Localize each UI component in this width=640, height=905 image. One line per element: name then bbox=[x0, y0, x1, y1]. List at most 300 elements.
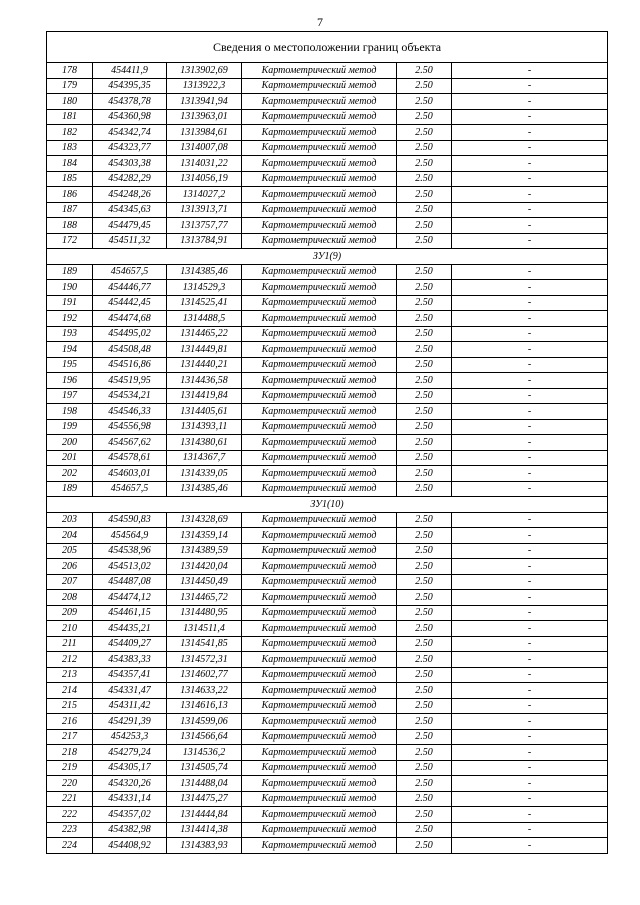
table-row bbox=[47, 512, 608, 528]
point-number-cell: 190 bbox=[47, 280, 93, 296]
table-row bbox=[47, 63, 608, 79]
x-coordinate-cell: 454342,74 bbox=[93, 125, 167, 141]
x-coordinate-cell: 454564,9 bbox=[93, 528, 167, 544]
description-cell: - bbox=[452, 187, 608, 203]
y-coordinate-cell: 1314465,22 bbox=[167, 326, 242, 342]
table-row bbox=[47, 311, 608, 327]
method-cell: Картометрический метод bbox=[242, 791, 397, 807]
y-coordinate-cell: 1314536,2 bbox=[167, 745, 242, 761]
y-coordinate-cell: 1314383,93 bbox=[167, 838, 242, 854]
description-cell: - bbox=[452, 466, 608, 482]
description-cell: - bbox=[452, 94, 608, 110]
accuracy-cell: 2.50 bbox=[397, 667, 452, 683]
method-cell: Картометрический метод bbox=[242, 512, 397, 528]
x-coordinate-cell: 454291,39 bbox=[93, 714, 167, 730]
description-cell: - bbox=[452, 776, 608, 792]
y-coordinate-cell: 1314480,95 bbox=[167, 605, 242, 621]
table-row bbox=[47, 683, 608, 699]
point-number-cell: 217 bbox=[47, 729, 93, 745]
method-cell: Картометрический метод bbox=[242, 125, 397, 141]
accuracy-cell: 2.50 bbox=[397, 78, 452, 94]
section-header-row bbox=[47, 497, 608, 513]
point-number-cell: 214 bbox=[47, 683, 93, 699]
boundary-table bbox=[46, 31, 608, 854]
x-coordinate-cell: 454360,98 bbox=[93, 109, 167, 125]
accuracy-cell: 2.50 bbox=[397, 791, 452, 807]
table-row bbox=[47, 342, 608, 358]
accuracy-cell: 2.50 bbox=[397, 373, 452, 389]
y-coordinate-cell: 1314525,41 bbox=[167, 295, 242, 311]
x-coordinate-cell: 454411,9 bbox=[93, 63, 167, 79]
accuracy-cell: 2.50 bbox=[397, 729, 452, 745]
y-coordinate-cell: 1314529,3 bbox=[167, 280, 242, 296]
point-number-cell: 207 bbox=[47, 574, 93, 590]
table-row bbox=[47, 450, 608, 466]
y-coordinate-cell: 1314367,7 bbox=[167, 450, 242, 466]
point-number-cell: 206 bbox=[47, 559, 93, 575]
description-cell: - bbox=[452, 512, 608, 528]
accuracy-cell: 2.50 bbox=[397, 388, 452, 404]
method-cell: Картометрический метод bbox=[242, 838, 397, 854]
accuracy-cell: 2.50 bbox=[397, 636, 452, 652]
x-coordinate-cell: 454331,47 bbox=[93, 683, 167, 699]
point-number-cell: 209 bbox=[47, 605, 93, 621]
point-number-cell: 179 bbox=[47, 78, 93, 94]
x-coordinate-cell: 454546,33 bbox=[93, 404, 167, 420]
title-row bbox=[47, 32, 608, 63]
method-cell: Картометрический метод bbox=[242, 590, 397, 606]
table-row bbox=[47, 543, 608, 559]
x-coordinate-cell: 454323,77 bbox=[93, 140, 167, 156]
point-number-cell: 199 bbox=[47, 419, 93, 435]
x-coordinate-cell: 454357,41 bbox=[93, 667, 167, 683]
accuracy-cell: 2.50 bbox=[397, 559, 452, 575]
table-row bbox=[47, 807, 608, 823]
x-coordinate-cell: 454590,83 bbox=[93, 512, 167, 528]
point-number-cell: 192 bbox=[47, 311, 93, 327]
method-cell: Картометрический метод bbox=[242, 528, 397, 544]
accuracy-cell: 2.50 bbox=[397, 621, 452, 637]
accuracy-cell: 2.50 bbox=[397, 574, 452, 590]
accuracy-cell: 2.50 bbox=[397, 357, 452, 373]
accuracy-cell: 2.50 bbox=[397, 822, 452, 838]
table-row bbox=[47, 419, 608, 435]
description-cell: - bbox=[452, 404, 608, 420]
table-row bbox=[47, 481, 608, 497]
x-coordinate-cell: 454345,63 bbox=[93, 202, 167, 218]
description-cell: - bbox=[452, 621, 608, 637]
x-coordinate-cell: 454474,12 bbox=[93, 590, 167, 606]
point-number-cell: 194 bbox=[47, 342, 93, 358]
description-cell: - bbox=[452, 280, 608, 296]
method-cell: Картометрический метод bbox=[242, 683, 397, 699]
accuracy-cell: 2.50 bbox=[397, 202, 452, 218]
accuracy-cell: 2.50 bbox=[397, 295, 452, 311]
y-coordinate-cell: 1313941,94 bbox=[167, 94, 242, 110]
y-coordinate-cell: 1313984,61 bbox=[167, 125, 242, 141]
accuracy-cell: 2.50 bbox=[397, 450, 452, 466]
method-cell: Картометрический метод bbox=[242, 714, 397, 730]
accuracy-cell: 2.50 bbox=[397, 140, 452, 156]
description-cell: - bbox=[452, 388, 608, 404]
table-row bbox=[47, 838, 608, 854]
x-coordinate-cell: 454382,98 bbox=[93, 822, 167, 838]
x-coordinate-cell: 454474,68 bbox=[93, 311, 167, 327]
accuracy-cell: 2.50 bbox=[397, 404, 452, 420]
y-coordinate-cell: 1314633,22 bbox=[167, 683, 242, 699]
description-cell: - bbox=[452, 63, 608, 79]
method-cell: Картометрический метод bbox=[242, 109, 397, 125]
y-coordinate-cell: 1314616,13 bbox=[167, 698, 242, 714]
method-cell: Картометрический метод bbox=[242, 63, 397, 79]
method-cell: Картометрический метод bbox=[242, 326, 397, 342]
point-number-cell: 224 bbox=[47, 838, 93, 854]
table-row bbox=[47, 78, 608, 94]
description-cell: - bbox=[452, 233, 608, 249]
accuracy-cell: 2.50 bbox=[397, 94, 452, 110]
x-coordinate-cell: 454435,21 bbox=[93, 621, 167, 637]
description-cell: - bbox=[452, 760, 608, 776]
accuracy-cell: 2.50 bbox=[397, 125, 452, 141]
point-number-cell: 216 bbox=[47, 714, 93, 730]
accuracy-cell: 2.50 bbox=[397, 838, 452, 854]
x-coordinate-cell: 454567,62 bbox=[93, 435, 167, 451]
x-coordinate-cell: 454519,95 bbox=[93, 373, 167, 389]
description-cell: - bbox=[452, 481, 608, 497]
x-coordinate-cell: 454495,02 bbox=[93, 326, 167, 342]
description-cell: - bbox=[452, 528, 608, 544]
table-row bbox=[47, 590, 608, 606]
page-number: 7 bbox=[317, 15, 323, 29]
point-number-cell: 200 bbox=[47, 435, 93, 451]
point-number-cell: 181 bbox=[47, 109, 93, 125]
accuracy-cell: 2.50 bbox=[397, 698, 452, 714]
accuracy-cell: 2.50 bbox=[397, 171, 452, 187]
x-coordinate-cell: 454487,08 bbox=[93, 574, 167, 590]
table-row bbox=[47, 574, 608, 590]
accuracy-cell: 2.50 bbox=[397, 156, 452, 172]
point-number-cell: 218 bbox=[47, 745, 93, 761]
accuracy-cell: 2.50 bbox=[397, 512, 452, 528]
x-coordinate-cell: 454657,5 bbox=[93, 481, 167, 497]
point-number-cell: 202 bbox=[47, 466, 93, 482]
method-cell: Картометрический метод bbox=[242, 481, 397, 497]
accuracy-cell: 2.50 bbox=[397, 683, 452, 699]
y-coordinate-cell: 1314056,19 bbox=[167, 171, 242, 187]
y-coordinate-cell: 1314027,2 bbox=[167, 187, 242, 203]
description-cell: - bbox=[452, 109, 608, 125]
accuracy-cell: 2.50 bbox=[397, 466, 452, 482]
description-cell: - bbox=[452, 140, 608, 156]
accuracy-cell: 2.50 bbox=[397, 419, 452, 435]
description-cell: - bbox=[452, 667, 608, 683]
description-cell: - bbox=[452, 450, 608, 466]
y-coordinate-cell: 1314449,81 bbox=[167, 342, 242, 358]
y-coordinate-cell: 1314572,31 bbox=[167, 652, 242, 668]
method-cell: Картометрический метод bbox=[242, 807, 397, 823]
point-number-cell: 205 bbox=[47, 543, 93, 559]
table-row bbox=[47, 528, 608, 544]
point-number-cell: 195 bbox=[47, 357, 93, 373]
description-cell: - bbox=[452, 807, 608, 823]
description-cell: - bbox=[452, 357, 608, 373]
table-row bbox=[47, 760, 608, 776]
description-cell: - bbox=[452, 125, 608, 141]
point-number-cell: 186 bbox=[47, 187, 93, 203]
method-cell: Картометрический метод bbox=[242, 357, 397, 373]
accuracy-cell: 2.50 bbox=[397, 435, 452, 451]
method-cell: Картометрический метод bbox=[242, 373, 397, 389]
accuracy-cell: 2.50 bbox=[397, 590, 452, 606]
y-coordinate-cell: 1314602,77 bbox=[167, 667, 242, 683]
x-coordinate-cell: 454395,35 bbox=[93, 78, 167, 94]
method-cell: Картометрический метод bbox=[242, 745, 397, 761]
y-coordinate-cell: 1314488,04 bbox=[167, 776, 242, 792]
y-coordinate-cell: 1314405,61 bbox=[167, 404, 242, 420]
table-row bbox=[47, 729, 608, 745]
description-cell: - bbox=[452, 729, 608, 745]
method-cell: Картометрический метод bbox=[242, 156, 397, 172]
accuracy-cell: 2.50 bbox=[397, 311, 452, 327]
method-cell: Картометрический метод bbox=[242, 621, 397, 637]
method-cell: Картометрический метод bbox=[242, 698, 397, 714]
description-cell: - bbox=[452, 636, 608, 652]
y-coordinate-cell: 1313922,3 bbox=[167, 78, 242, 94]
y-coordinate-cell: 1314450,49 bbox=[167, 574, 242, 590]
accuracy-cell: 2.50 bbox=[397, 760, 452, 776]
method-cell: Картометрический метод bbox=[242, 450, 397, 466]
y-coordinate-cell: 1314541,85 bbox=[167, 636, 242, 652]
y-coordinate-cell: 1314440,21 bbox=[167, 357, 242, 373]
table-row bbox=[47, 776, 608, 792]
x-coordinate-cell: 454461,15 bbox=[93, 605, 167, 621]
y-coordinate-cell: 1313902,69 bbox=[167, 63, 242, 79]
method-cell: Картометрический метод bbox=[242, 404, 397, 420]
description-cell: - bbox=[452, 326, 608, 342]
x-coordinate-cell: 454303,38 bbox=[93, 156, 167, 172]
y-coordinate-cell: 1314007,08 bbox=[167, 140, 242, 156]
x-coordinate-cell: 454320,26 bbox=[93, 776, 167, 792]
y-coordinate-cell: 1314393,11 bbox=[167, 419, 242, 435]
accuracy-cell: 2.50 bbox=[397, 652, 452, 668]
x-coordinate-cell: 454305,17 bbox=[93, 760, 167, 776]
accuracy-cell: 2.50 bbox=[397, 605, 452, 621]
y-coordinate-cell: 1314359,14 bbox=[167, 528, 242, 544]
method-cell: Картометрический метод bbox=[242, 233, 397, 249]
table-row bbox=[47, 264, 608, 280]
table-row bbox=[47, 791, 608, 807]
table-row bbox=[47, 745, 608, 761]
description-cell: - bbox=[452, 791, 608, 807]
method-cell: Картометрический метод bbox=[242, 466, 397, 482]
table-row bbox=[47, 156, 608, 172]
table-row bbox=[47, 140, 608, 156]
point-number-cell: 197 bbox=[47, 388, 93, 404]
method-cell: Картометрический метод bbox=[242, 776, 397, 792]
y-coordinate-cell: 1314444,84 bbox=[167, 807, 242, 823]
point-number-cell: 212 bbox=[47, 652, 93, 668]
point-number-cell: 201 bbox=[47, 450, 93, 466]
description-cell: - bbox=[452, 652, 608, 668]
table-row bbox=[47, 714, 608, 730]
point-number-cell: 203 bbox=[47, 512, 93, 528]
accuracy-cell: 2.50 bbox=[397, 528, 452, 544]
table-row bbox=[47, 559, 608, 575]
method-cell: Картометрический метод bbox=[242, 342, 397, 358]
point-number-cell: 208 bbox=[47, 590, 93, 606]
description-cell: - bbox=[452, 714, 608, 730]
accuracy-cell: 2.50 bbox=[397, 233, 452, 249]
accuracy-cell: 2.50 bbox=[397, 776, 452, 792]
accuracy-cell: 2.50 bbox=[397, 109, 452, 125]
x-coordinate-cell: 454331,14 bbox=[93, 791, 167, 807]
table-row bbox=[47, 125, 608, 141]
point-number-cell: 196 bbox=[47, 373, 93, 389]
y-coordinate-cell: 1314385,46 bbox=[167, 481, 242, 497]
description-cell: - bbox=[452, 543, 608, 559]
table-row bbox=[47, 698, 608, 714]
x-coordinate-cell: 454282,29 bbox=[93, 171, 167, 187]
y-coordinate-cell: 1314328,69 bbox=[167, 512, 242, 528]
x-coordinate-cell: 454248,26 bbox=[93, 187, 167, 203]
description-cell: - bbox=[452, 171, 608, 187]
table-row bbox=[47, 202, 608, 218]
x-coordinate-cell: 454534,21 bbox=[93, 388, 167, 404]
method-cell: Картометрический метод bbox=[242, 729, 397, 745]
x-coordinate-cell: 454556,98 bbox=[93, 419, 167, 435]
point-number-cell: 221 bbox=[47, 791, 93, 807]
x-coordinate-cell: 454279,24 bbox=[93, 745, 167, 761]
table-row bbox=[47, 404, 608, 420]
table-row bbox=[47, 109, 608, 125]
point-number-cell: 222 bbox=[47, 807, 93, 823]
x-coordinate-cell: 454378,78 bbox=[93, 94, 167, 110]
x-coordinate-cell: 454511,32 bbox=[93, 233, 167, 249]
x-coordinate-cell: 454508,48 bbox=[93, 342, 167, 358]
table-row bbox=[47, 605, 608, 621]
description-cell: - bbox=[452, 559, 608, 575]
point-number-cell: 211 bbox=[47, 636, 93, 652]
point-number-cell: 184 bbox=[47, 156, 93, 172]
point-number-cell: 182 bbox=[47, 125, 93, 141]
description-cell: - bbox=[452, 342, 608, 358]
accuracy-cell: 2.50 bbox=[397, 264, 452, 280]
point-number-cell: 189 bbox=[47, 264, 93, 280]
description-cell: - bbox=[452, 698, 608, 714]
x-coordinate-cell: 454578,61 bbox=[93, 450, 167, 466]
table-row bbox=[47, 218, 608, 234]
table-row bbox=[47, 388, 608, 404]
x-coordinate-cell: 454657,5 bbox=[93, 264, 167, 280]
point-number-cell: 183 bbox=[47, 140, 93, 156]
method-cell: Картометрический метод bbox=[242, 388, 397, 404]
x-coordinate-cell: 454479,45 bbox=[93, 218, 167, 234]
y-coordinate-cell: 1314414,38 bbox=[167, 822, 242, 838]
description-cell: - bbox=[452, 838, 608, 854]
point-number-cell: 210 bbox=[47, 621, 93, 637]
method-cell: Картометрический метод bbox=[242, 636, 397, 652]
y-coordinate-cell: 1314419,84 bbox=[167, 388, 242, 404]
table-row bbox=[47, 171, 608, 187]
accuracy-cell: 2.50 bbox=[397, 63, 452, 79]
method-cell: Картометрический метод bbox=[242, 171, 397, 187]
y-coordinate-cell: 1313784,91 bbox=[167, 233, 242, 249]
description-cell: - bbox=[452, 264, 608, 280]
point-number-cell: 204 bbox=[47, 528, 93, 544]
point-number-cell: 178 bbox=[47, 63, 93, 79]
method-cell: Картометрический метод bbox=[242, 605, 397, 621]
x-coordinate-cell: 454516,86 bbox=[93, 357, 167, 373]
accuracy-cell: 2.50 bbox=[397, 543, 452, 559]
method-cell: Картометрический метод bbox=[242, 295, 397, 311]
x-coordinate-cell: 454603,01 bbox=[93, 466, 167, 482]
y-coordinate-cell: 1314385,46 bbox=[167, 264, 242, 280]
point-number-cell: 215 bbox=[47, 698, 93, 714]
section-header: ЗУ1(9) bbox=[47, 249, 608, 265]
accuracy-cell: 2.50 bbox=[397, 280, 452, 296]
table-row bbox=[47, 373, 608, 389]
table-row bbox=[47, 94, 608, 110]
x-coordinate-cell: 454409,27 bbox=[93, 636, 167, 652]
description-cell: - bbox=[452, 419, 608, 435]
method-cell: Картометрический метод bbox=[242, 652, 397, 668]
description-cell: - bbox=[452, 156, 608, 172]
table-row bbox=[47, 667, 608, 683]
y-coordinate-cell: 1313913,71 bbox=[167, 202, 242, 218]
description-cell: - bbox=[452, 78, 608, 94]
accuracy-cell: 2.50 bbox=[397, 187, 452, 203]
y-coordinate-cell: 1314475,27 bbox=[167, 791, 242, 807]
description-cell: - bbox=[452, 574, 608, 590]
table-row bbox=[47, 621, 608, 637]
accuracy-cell: 2.50 bbox=[397, 745, 452, 761]
y-coordinate-cell: 1313757,77 bbox=[167, 218, 242, 234]
description-cell: - bbox=[452, 311, 608, 327]
accuracy-cell: 2.50 bbox=[397, 342, 452, 358]
description-cell: - bbox=[452, 373, 608, 389]
point-number-cell: 223 bbox=[47, 822, 93, 838]
table-row bbox=[47, 652, 608, 668]
accuracy-cell: 2.50 bbox=[397, 326, 452, 342]
method-cell: Картометрический метод bbox=[242, 435, 397, 451]
x-coordinate-cell: 454408,92 bbox=[93, 838, 167, 854]
x-coordinate-cell: 454442,45 bbox=[93, 295, 167, 311]
description-cell: - bbox=[452, 295, 608, 311]
accuracy-cell: 2.50 bbox=[397, 218, 452, 234]
point-number-cell: 188 bbox=[47, 218, 93, 234]
method-cell: Картометрический метод bbox=[242, 543, 397, 559]
y-coordinate-cell: 1314389,59 bbox=[167, 543, 242, 559]
point-number-cell: 220 bbox=[47, 776, 93, 792]
y-coordinate-cell: 1314436,58 bbox=[167, 373, 242, 389]
point-number-cell: 191 bbox=[47, 295, 93, 311]
table-row bbox=[47, 357, 608, 373]
y-coordinate-cell: 1314339,05 bbox=[167, 466, 242, 482]
table-row bbox=[47, 326, 608, 342]
method-cell: Картометрический метод bbox=[242, 202, 397, 218]
method-cell: Картометрический метод bbox=[242, 140, 397, 156]
method-cell: Картометрический метод bbox=[242, 264, 397, 280]
x-coordinate-cell: 454446,77 bbox=[93, 280, 167, 296]
point-number-cell: 193 bbox=[47, 326, 93, 342]
y-coordinate-cell: 1314511,4 bbox=[167, 621, 242, 637]
section-header-row bbox=[47, 249, 608, 265]
y-coordinate-cell: 1314465,72 bbox=[167, 590, 242, 606]
description-cell: - bbox=[452, 683, 608, 699]
description-cell: - bbox=[452, 745, 608, 761]
method-cell: Картометрический метод bbox=[242, 94, 397, 110]
method-cell: Картометрический метод bbox=[242, 667, 397, 683]
